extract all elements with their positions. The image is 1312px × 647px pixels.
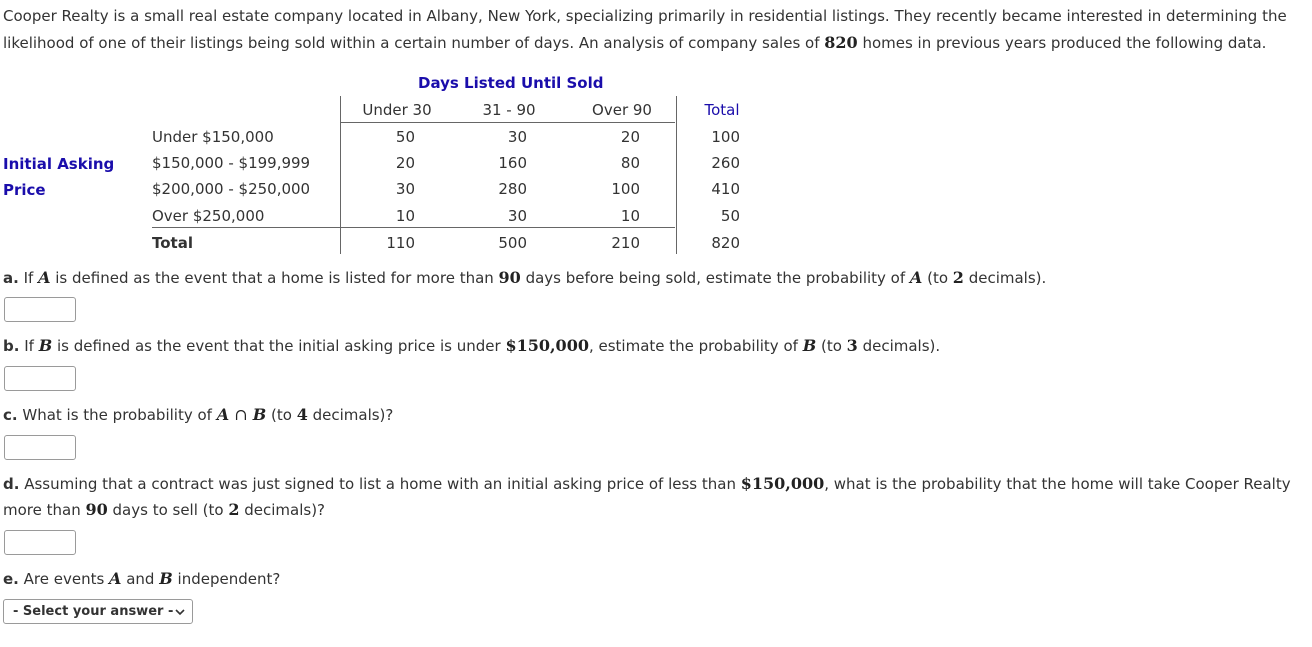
question-b (3, 336, 940, 355)
independence-select[interactable] (3, 599, 193, 624)
intro-line-2 (3, 33, 1266, 52)
math-var: A (909, 268, 923, 287)
right-vertical-rule (676, 96, 677, 254)
question-text: decimals)? (239, 501, 326, 519)
col-header-31-90: 31 - 90 (482, 101, 536, 119)
answer-input-b[interactable] (4, 366, 76, 391)
question-text: more than (3, 501, 86, 519)
cell-r4-c1: 10 (395, 207, 415, 225)
math-var: A (38, 268, 51, 287)
cell-r4-c2: 30 (507, 207, 527, 225)
question-letter: c. (3, 406, 18, 424)
question-text: , what is the probability that the home will take Cooper Realty (824, 475, 1291, 493)
row-label-over-250k: Over $250,000 (152, 207, 265, 225)
col-header-over-90: Over 90 (592, 101, 652, 119)
left-vertical-rule (340, 96, 341, 254)
question-text: If (18, 269, 39, 287)
question-text: is defined as the event that the initial asking price is under (52, 337, 506, 355)
header-underline (340, 122, 675, 123)
math-var: B (38, 336, 53, 355)
table-title: Days Listed Until Sold (418, 74, 604, 92)
col-header-under-30: Under 30 (362, 101, 432, 119)
question-text: (to (922, 269, 953, 287)
row-group-label-2: Price (3, 181, 46, 199)
question-d-line-1 (3, 474, 1291, 493)
question-c (3, 405, 393, 424)
row-label-under-150k: Under $150,000 (152, 128, 274, 146)
cell-r3-c3: 100 (611, 180, 640, 198)
cell-r2-c4: 260 (711, 154, 740, 172)
question-text: Assuming that a contract was just signed to list a home with an initial asking price of less than (19, 475, 741, 493)
question-text: decimals). (857, 337, 941, 355)
cell-r4-c3: 10 (620, 207, 640, 225)
cell-r3-c4: 410 (711, 180, 740, 198)
question-text: days before being sold, estimate the probability of (520, 269, 910, 287)
math-num: $150,000 (505, 336, 589, 355)
row-label-150k-199k: $150,000 - $199,999 (152, 154, 311, 172)
cell-total-c1: 110 (386, 234, 415, 252)
math-var: A (216, 405, 230, 424)
math-num: 4 (296, 405, 308, 424)
question-text: and (121, 570, 160, 588)
cell-r1-c1: 50 (395, 128, 415, 146)
question-letter: d. (3, 475, 20, 493)
intersection-operator: ∩ (229, 405, 253, 424)
intro-line-1: Cooper Realty is a small real estate company located in Albany, New York, specializing primarily in residential listings. They recently became interested in determining the (3, 7, 1287, 25)
cell-r2-c3: 80 (620, 154, 640, 172)
question-letter: a. (3, 269, 19, 287)
row-group-label-1: Initial Asking (3, 155, 115, 173)
math-var: A (109, 569, 122, 588)
question-d-line-2 (3, 500, 325, 519)
question-e (3, 569, 280, 588)
intro-sales-count: 820 (824, 33, 858, 52)
select-value: - Select your answer - (13, 604, 174, 619)
question-letter: e. (3, 570, 19, 588)
math-num: 2 (228, 500, 240, 519)
cell-total-c4: 820 (711, 234, 740, 252)
math-var: B (802, 336, 817, 355)
question-text: is defined as the event that a home is listed for more than (50, 269, 499, 287)
question-text: If (19, 337, 39, 355)
cell-total-c3: 210 (611, 234, 640, 252)
answer-input-c[interactable] (4, 435, 76, 460)
cell-r4-c4: 50 (720, 207, 740, 225)
question-text: decimals). (963, 269, 1047, 287)
cell-r1-c4: 100 (711, 128, 740, 146)
question-text: (to (266, 406, 297, 424)
cell-r1-c3: 20 (620, 128, 640, 146)
math-num: 3 (846, 336, 858, 355)
answer-input-a[interactable] (4, 297, 76, 322)
cell-r3-c2: 280 (498, 180, 527, 198)
math-var: B (159, 569, 173, 588)
total-rule (152, 227, 675, 228)
chevron-down-icon (174, 606, 186, 618)
question-text: decimals)? (307, 406, 394, 424)
row-label-200k-250k: $200,000 - $250,000 (152, 180, 311, 198)
question-text: , estimate the probability of (588, 337, 803, 355)
answer-input-d[interactable] (4, 530, 76, 555)
col-header-total: Total (704, 101, 740, 119)
cell-r2-c1: 20 (395, 154, 415, 172)
cell-r1-c2: 30 (507, 128, 527, 146)
intro-text-a: likelihood of one of their listings being sold within a certain number of days. An analysis of company sales of (3, 34, 825, 52)
question-text: days to sell (to (107, 501, 229, 519)
math-num: 2 (952, 268, 964, 287)
question-a (3, 268, 1046, 287)
math-var: B (252, 405, 267, 424)
math-num: 90 (498, 268, 521, 287)
question-text: Are events (18, 570, 110, 588)
math-num: $150,000 (740, 474, 825, 493)
question-letter: b. (3, 337, 20, 355)
math-num: 90 (85, 500, 108, 519)
cell-total-c2: 500 (498, 234, 527, 252)
question-text: independent? (172, 570, 281, 588)
question-text: What is the probability of (17, 406, 217, 424)
cell-r3-c1: 30 (395, 180, 415, 198)
row-label-total: Total (152, 234, 193, 252)
question-text: (to (816, 337, 847, 355)
cell-r2-c2: 160 (498, 154, 527, 172)
intro-text-b: homes in previous years produced the following data. (857, 34, 1267, 52)
